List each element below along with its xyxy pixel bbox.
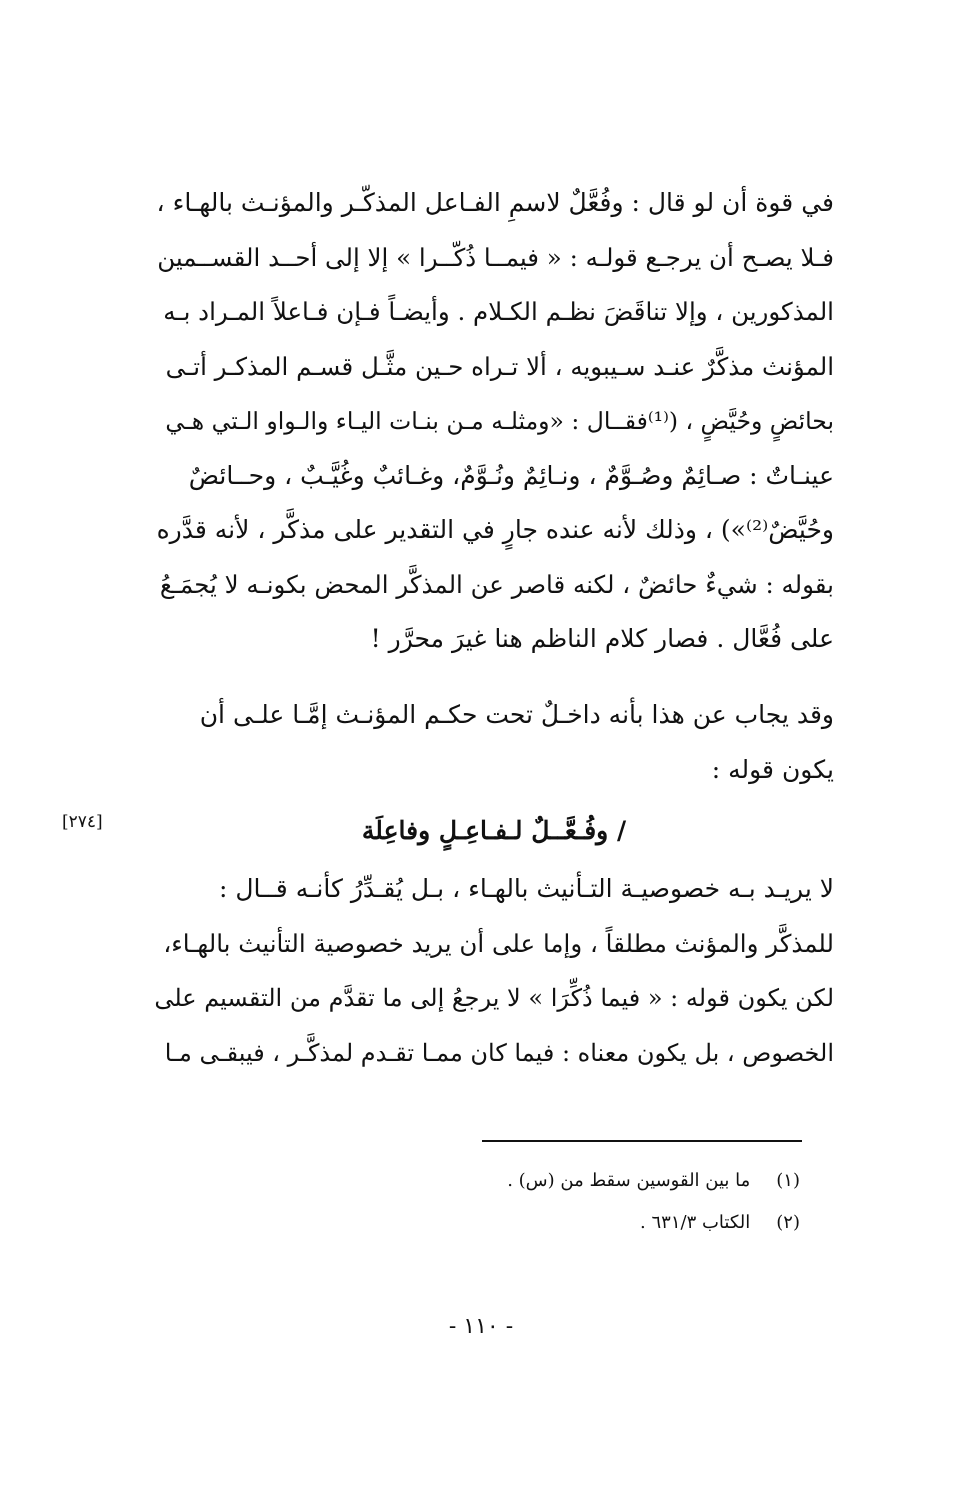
- text-line: بحائضٍ وحُيَّضٍ ، (⁽¹⁾فقــال : «ومثلـه مـن بنـات اليـاء والـواو الـتي هـي: [165, 407, 834, 435]
- text-line: عينـاتٌ : صـائِمٌ وصُـوَّمٌ ، ونـائِمٌ ونُـوَّمٌ، وغـائبٌ وغُيَّـبٌ ، وحــائضٌ: [188, 460, 834, 490]
- text-line: في قوة أن لو قال : وفُعَّلٌ لاسمِ الفـاعل المذكّـر والمؤنـث بالهـاء ،: [156, 188, 834, 217]
- text-line: على فُعَّال . فصار كلام الناظم هنا غيرَ محرَّر !: [370, 624, 834, 653]
- verse-heading: / وفُـعَّــلٌ لـفـاعِـلٍ وفاعِلَة: [361, 816, 627, 845]
- text-line: الخصوص ، بل يكون معناه : فيما كان ممـا تقـدم لمذكَّـر ، فيبقـى مـا: [164, 1038, 834, 1067]
- text-line: لكن يكون قوله : « فيما ذُكِّرَا » لا يرجعُ إلى ما تقدَّم من التقسيم على: [154, 984, 834, 1012]
- footnote-number: (١): [776, 1170, 800, 1191]
- page-number: - ١١٠ -: [448, 1314, 514, 1339]
- text-line: لا يريـد بـه خصوصيـة التـأنيث بالهـاء ، بـل يُقـدِّرُ كأنـه قــال :: [219, 874, 834, 903]
- text-line: بقوله : شيءٌ حائضٌ ، لكنه قاصر عن المذكَّر المحض بكونـه لا يُجمَـعُ: [159, 569, 834, 599]
- paragraph-2: [154, 688, 834, 797]
- footnote-divider: [482, 1140, 802, 1142]
- footnote-text: الكتاب ٦٣١/٣ .: [640, 1212, 751, 1233]
- footnote-text: ما بين القوسين سقط من (س) .: [507, 1170, 751, 1191]
- text-line: فـلا يصـح أن يرجـع قولـه : « فيمــا ذُكّــرا » إلا إلى أحــد القســمين: [157, 242, 834, 272]
- text-line: المؤنث مذكَّرٌ عنـد سـيبويه ، ألا تـراه حـين مثَّـل قسـم المذكـر أتـى: [165, 351, 834, 381]
- footnote-1: [300, 1160, 800, 1202]
- text-line: وقد يجاب عن هذا بأنه داخـلٌ تحت حكـم المؤنـث إمَّـا علـى أن: [199, 700, 834, 729]
- footnote-number: (٢): [776, 1212, 800, 1233]
- text-line: للمذكَّر والمؤنث مطلقاً ، وإما على أن يريد خصوصية التأنيث بالهـاء،: [163, 928, 834, 958]
- text-line: يكون قوله :: [711, 754, 834, 784]
- text-line: المذكورين ، وإلا تناقَضَ نظـم الكـلام . وأيضـاً فـإن فـاعلاً المـراد بـه: [163, 297, 834, 326]
- paragraph-1: [154, 176, 834, 667]
- footnote-2: [300, 1202, 800, 1244]
- manuscript-page-reference: [٢٧٤]: [62, 812, 103, 832]
- footnotes: [300, 1160, 800, 1244]
- paragraph-3: [154, 862, 834, 1080]
- text-line: وحُيَّضٌ⁽²⁾») ، وذلك لأنه عنده جارٍ في التقدير على مذكَّر ، لأنه قدَّره: [156, 515, 834, 544]
